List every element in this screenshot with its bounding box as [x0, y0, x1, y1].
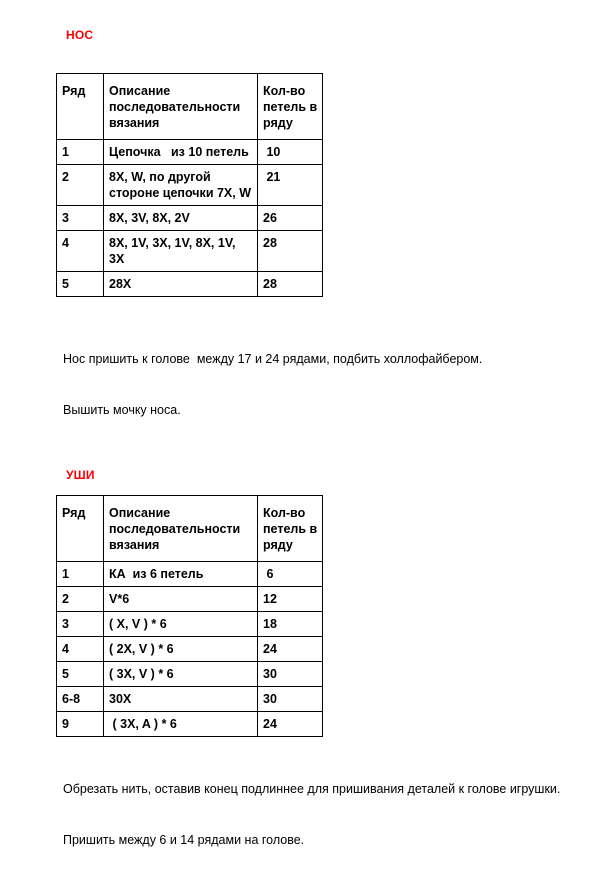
- section-heading-ears: УШИ: [66, 468, 95, 482]
- table-row: [57, 687, 323, 712]
- row-number: 5: [57, 662, 104, 687]
- table-row: [57, 637, 323, 662]
- table-row: [57, 662, 323, 687]
- row-desc: Цепочка из 10 петель: [104, 140, 258, 165]
- col-header-desc: Описание последовательности вязания: [104, 74, 258, 140]
- row-desc: V*6: [104, 587, 258, 612]
- ears-note: [63, 747, 602, 883]
- document-page: [0, 28, 602, 847]
- col-header-count: Кол-во петель в ряду: [258, 496, 323, 562]
- col-header-count: Кол-во петель в ряду: [258, 74, 323, 140]
- row-count: 18: [258, 612, 323, 637]
- row-count: 10: [258, 140, 323, 165]
- row-desc: 30X: [104, 687, 258, 712]
- row-number: 1: [57, 140, 104, 165]
- note-line: Пришить между 6 и 14 рядами на голове.: [63, 833, 305, 847]
- row-number: 3: [57, 206, 104, 231]
- table-row: [57, 272, 323, 297]
- table-header-row: [57, 74, 323, 140]
- row-number: 5: [57, 272, 104, 297]
- row-desc: ( 3X, A ) * 6: [104, 712, 258, 737]
- table-row: [57, 562, 323, 587]
- table-row: [57, 612, 323, 637]
- row-number: 2: [57, 165, 104, 206]
- row-count: 24: [258, 712, 323, 737]
- row-count: 24: [258, 637, 323, 662]
- row-number: 9: [57, 712, 104, 737]
- row-desc: КА из 6 петель: [104, 562, 258, 587]
- row-number: 3: [57, 612, 104, 637]
- row-number: 4: [57, 231, 104, 272]
- table-row: [57, 587, 323, 612]
- row-desc: ( 3X, V ) * 6: [104, 662, 258, 687]
- row-number: 6-8: [57, 687, 104, 712]
- table-row: [57, 712, 323, 737]
- row-desc: ( X, V ) * 6: [104, 612, 258, 637]
- nose-pattern-table: [56, 73, 323, 297]
- row-count: 28: [258, 272, 323, 297]
- row-number: 2: [57, 587, 104, 612]
- table-row: [57, 165, 323, 206]
- row-desc: 28X: [104, 272, 258, 297]
- section-heading-nose: НОС: [66, 28, 94, 42]
- row-count: 6: [258, 562, 323, 587]
- col-header-row: Ряд: [57, 496, 104, 562]
- nose-note: [63, 317, 602, 453]
- row-count: 30: [258, 687, 323, 712]
- row-count: 12: [258, 587, 323, 612]
- table-header-row: [57, 496, 323, 562]
- note-line: Нос пришить к голове между 17 и 24 рядами, подбить холлофайбером.: [63, 352, 483, 366]
- ears-pattern-table: [56, 495, 323, 737]
- row-number: 4: [57, 637, 104, 662]
- row-number: 1: [57, 562, 104, 587]
- table-row: [57, 140, 323, 165]
- row-desc: 8X, 1V, 3X, 1V, 8X, 1V, 3X: [104, 231, 258, 272]
- row-desc: ( 2X, V ) * 6: [104, 637, 258, 662]
- col-header-desc: Описание последовательности вязания: [104, 496, 258, 562]
- row-count: 21: [258, 165, 323, 206]
- note-line: Обрезать нить, оставив конец подлиннее для пришивания деталей к голове игрушки.: [63, 782, 561, 796]
- row-desc: 8X, W, по другой стороне цепочки 7X, W: [104, 165, 258, 206]
- col-header-row: Ряд: [57, 74, 104, 140]
- row-count: 30: [258, 662, 323, 687]
- row-desc: 8X, 3V, 8X, 2V: [104, 206, 258, 231]
- row-count: 28: [258, 231, 323, 272]
- row-count: 26: [258, 206, 323, 231]
- table-row: [57, 231, 323, 272]
- note-line: Вышить мочку носа.: [63, 403, 181, 417]
- table-row: [57, 206, 323, 231]
